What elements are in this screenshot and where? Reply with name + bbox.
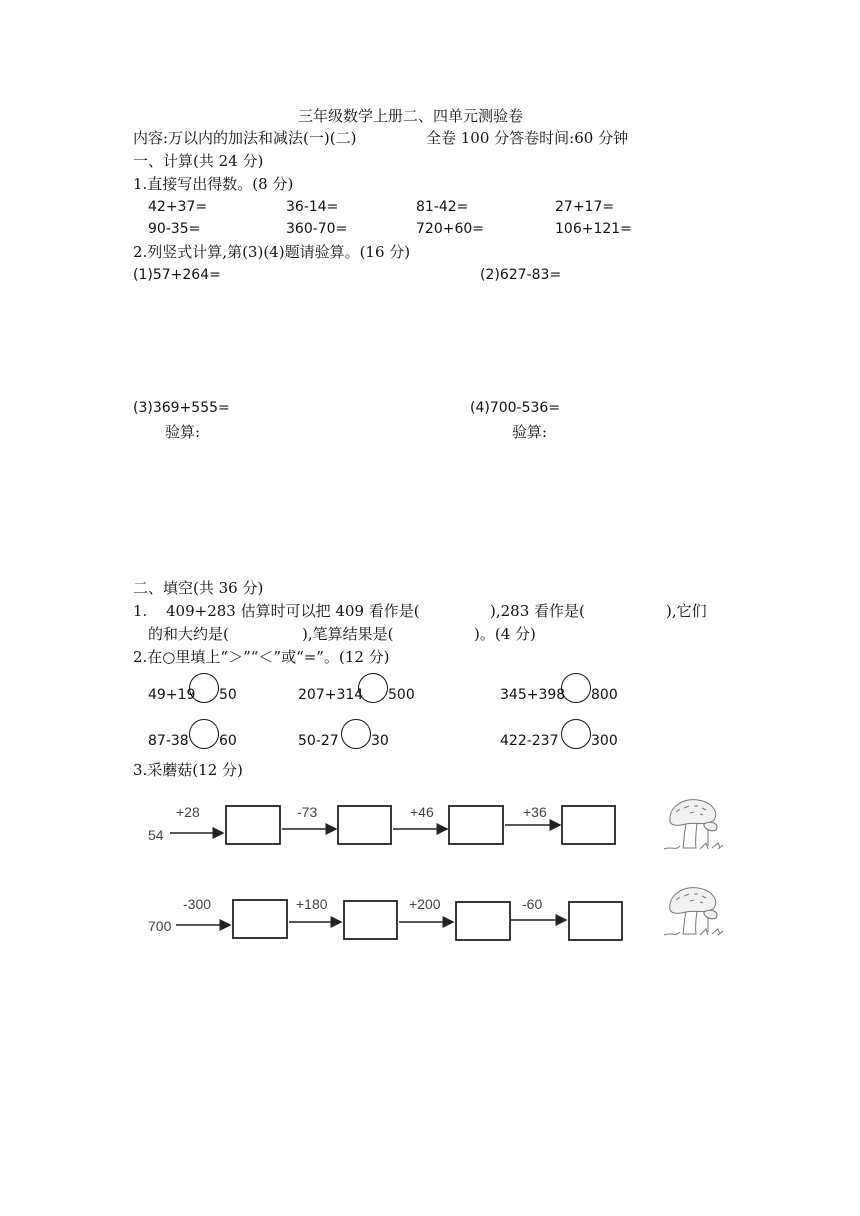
chain2-op: -60 xyxy=(522,896,543,912)
compare-left: 50-27 xyxy=(298,733,339,749)
mushroom-icon xyxy=(664,800,723,849)
section1-heading: 一、计算(共 24 分) xyxy=(133,152,264,170)
chain2-start: 700 xyxy=(148,918,172,934)
compare-right: 500 xyxy=(388,687,415,703)
chain1-op: +36 xyxy=(523,804,547,820)
chain2-op: +180 xyxy=(296,896,328,912)
mental-calc-item: 42+37= xyxy=(148,199,208,215)
compare-right: 300 xyxy=(591,733,618,749)
q2-label: 2.列竖式计算,第(3)(4)题请验算。(16 分) xyxy=(133,243,411,261)
compare-right: 60 xyxy=(219,733,237,749)
chain1-answer-box xyxy=(338,806,391,844)
fill-q1-text: ),笔算结果是( xyxy=(302,625,394,643)
check-label: 验算: xyxy=(165,423,201,441)
compare-left: 87-38 xyxy=(148,733,189,749)
chain1-start: 54 xyxy=(148,827,164,843)
chain2-answer-box xyxy=(569,902,622,940)
chain1-op: +46 xyxy=(410,804,434,820)
mental-calc-item: 720+60= xyxy=(416,221,484,237)
mental-calc-item: 27+17= xyxy=(555,199,615,215)
compare-q-label: 2.在○里填上“＞”“＜”或“=”。(12 分) xyxy=(133,648,390,666)
compare-left: 345+398 xyxy=(500,687,566,703)
chain1-op: -73 xyxy=(297,804,318,820)
mushroom-icon xyxy=(664,888,723,935)
chain2-op: -300 xyxy=(183,896,212,912)
fill-q1-text: )。(4 分) xyxy=(474,625,536,643)
chain2-answer-box xyxy=(344,901,397,939)
fill-q1-text: 409+283 估算时可以把 409 看作是( xyxy=(166,602,420,620)
fill-q1-text: 的和大约是( xyxy=(148,625,229,643)
chain1-answer-box xyxy=(449,806,503,844)
chain1-op: +28 xyxy=(176,804,200,820)
compare-left: 207+314 xyxy=(298,687,364,703)
exam-content: 内容:万以内的加法和减法(一)(二) xyxy=(133,129,357,147)
vertical-calc-item: (2)627-83= xyxy=(480,267,562,283)
fill-q1-text: ),它们 xyxy=(666,602,707,620)
mental-calc-item: 81-42= xyxy=(416,199,469,215)
q1-label: 1.直接写出得数。(8 分) xyxy=(133,175,294,193)
compare-left: 422-237 xyxy=(500,733,559,749)
mental-calc-item: 90-35= xyxy=(148,221,201,237)
vertical-calc-item: (1)57+264= xyxy=(133,267,221,283)
mental-calc-item: 360-70= xyxy=(286,221,348,237)
check-label: 验算: xyxy=(512,423,548,441)
fill-q1-number: 1. xyxy=(133,602,148,620)
page-title: 三年级数学上册二、四单元测验卷 xyxy=(298,107,524,125)
compare-right: 50 xyxy=(219,687,237,703)
compare-right: 800 xyxy=(591,687,618,703)
compare-right: 30 xyxy=(371,733,389,749)
mushroom-q-label: 3.采蘑菇(12 分) xyxy=(133,761,243,779)
exam-meta: 全卷 100 分答卷时间:60 分钟 xyxy=(426,129,629,147)
chain2-op: +200 xyxy=(409,896,441,912)
mental-calc-item: 106+121= xyxy=(555,221,632,237)
vertical-calc-item: (3)369+555= xyxy=(133,400,230,416)
mental-calc-item: 36-14= xyxy=(286,199,339,215)
compare-left: 49+19 xyxy=(148,687,196,703)
chain1-answer-box xyxy=(562,806,615,844)
chain1-answer-box xyxy=(226,806,280,844)
chain2-answer-box xyxy=(233,900,287,938)
vertical-calc-item: (4)700-536= xyxy=(470,400,561,416)
fill-q1-text: ),283 看作是( xyxy=(490,602,585,620)
section2-heading: 二、填空(共 36 分) xyxy=(133,579,264,597)
chain2-answer-box xyxy=(456,902,510,940)
